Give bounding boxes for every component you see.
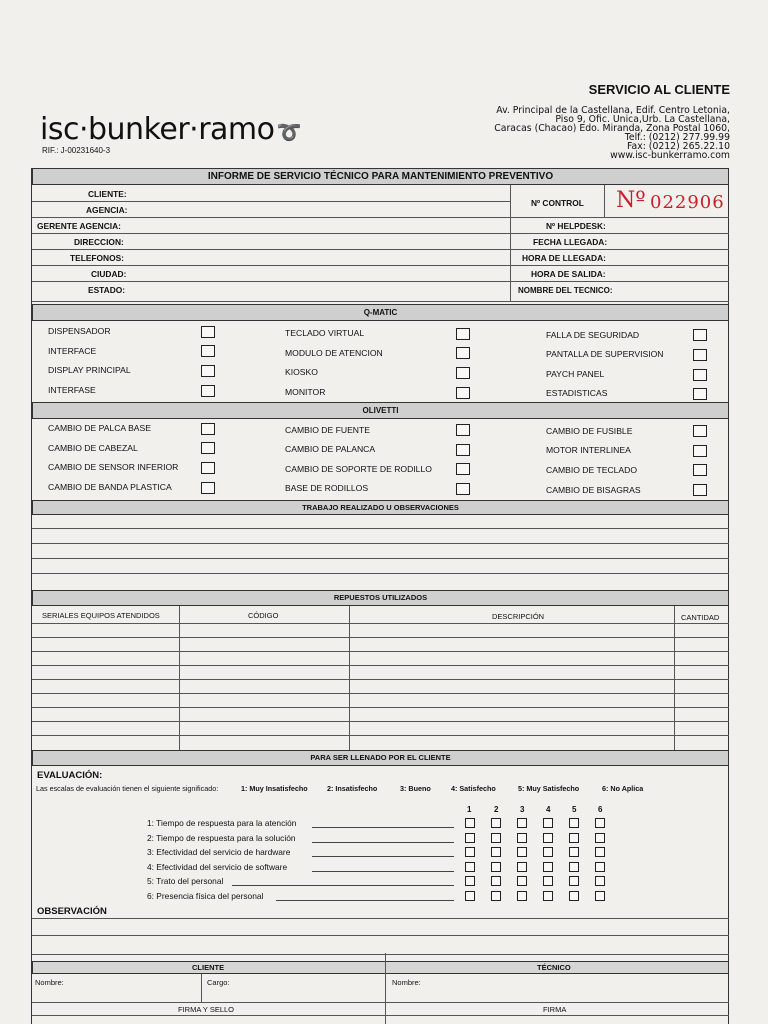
scale-number: 3 — [520, 805, 525, 814]
row-line — [32, 201, 510, 202]
work-line[interactable] — [32, 528, 729, 529]
row-line — [32, 217, 729, 218]
control-number-prefix: Nº — [616, 188, 646, 213]
scale-intro: Las escalas de evaluación tienen el siguiente significado: — [36, 784, 219, 793]
answer-line — [312, 827, 454, 828]
rating-checkbox-5[interactable] — [569, 818, 579, 828]
rating-checkbox-6[interactable] — [595, 891, 605, 901]
olivetti-item: CAMBIO DE BISAGRAS — [546, 485, 641, 495]
olivetti-checkbox[interactable] — [693, 484, 707, 496]
qmatic-item: PANTALLA DE SUPERVISION — [546, 349, 664, 359]
qmatic-item: KIOSKO — [285, 367, 318, 377]
work-line[interactable] — [32, 573, 729, 574]
scale-item: 1: Muy Insatisfecho — [241, 784, 308, 793]
rating-checkbox-2[interactable] — [491, 833, 501, 843]
divider — [201, 974, 202, 1002]
answer-line — [276, 900, 454, 901]
scale-item: 6: No Aplica — [602, 784, 644, 793]
address-line: Av. Principal de la Castellana, Edif. Centro Letonia, — [496, 105, 730, 116]
rating-checkbox-5[interactable] — [569, 862, 579, 872]
olivetti-title: OLIVETTI — [32, 402, 729, 419]
olivetti-item: CAMBIO DE FUENTE — [285, 425, 370, 435]
table-row — [32, 721, 729, 722]
evaluation-question: 1: Tiempo de respuesta para la atención — [147, 818, 297, 828]
field-hora-llegada: HORA DE LLEGADA: — [522, 253, 606, 263]
parts-title: REPUESTOS UTILIZADOS — [32, 590, 729, 606]
olivetti-checkbox[interactable] — [456, 444, 470, 456]
qmatic-checkbox[interactable] — [693, 369, 707, 381]
rating-checkbox-3[interactable] — [517, 818, 527, 828]
qmatic-checkbox[interactable] — [693, 329, 707, 341]
rating-checkbox-4[interactable] — [543, 818, 553, 828]
rating-checkbox-1[interactable] — [465, 818, 475, 828]
table-row — [32, 679, 729, 680]
olivetti-checkbox[interactable] — [693, 464, 707, 476]
rating-checkbox-3[interactable] — [517, 833, 527, 843]
olivetti-item: CAMBIO DE SENSOR INFERIOR — [48, 462, 179, 472]
answer-line — [232, 885, 454, 886]
company-address — [494, 106, 730, 160]
rating-checkbox-4[interactable] — [543, 833, 553, 843]
rating-checkbox-6[interactable] — [595, 862, 605, 872]
qmatic-checkbox[interactable] — [456, 328, 470, 340]
evaluation-question: 2: Tiempo de respuesta para la solución — [147, 832, 296, 843]
rating-checkbox-2[interactable] — [491, 818, 501, 828]
rating-checkbox-4[interactable] — [543, 876, 553, 886]
row-line — [32, 233, 729, 234]
qmatic-item: ESTADISTICAS — [546, 388, 608, 398]
divider — [385, 953, 386, 1024]
olivetti-checkbox[interactable] — [456, 424, 470, 436]
client-cargo-label: Cargo: — [207, 978, 230, 987]
rating-checkbox-6[interactable] — [595, 847, 605, 857]
field-telefonos: TELEFONOS: — [70, 253, 124, 263]
rating-checkbox-2[interactable] — [491, 891, 501, 901]
observation-label: OBSERVACIÓN — [37, 906, 107, 917]
address-line: Fax: (0212) 265.22.10 — [627, 141, 730, 152]
scale-item: 2: Insatisfecho — [327, 784, 378, 793]
rating-checkbox-4[interactable] — [543, 862, 553, 872]
evaluation-question: 5: Trato del personal — [147, 876, 224, 887]
qmatic-checkbox[interactable] — [201, 385, 215, 397]
report-title: INFORME DE SERVICIO TÉCNICO PARA MANTENIMIENTO PREVENTIVO — [32, 168, 729, 185]
qmatic-item: INTERFASE — [48, 385, 96, 395]
rating-checkbox-6[interactable] — [595, 876, 605, 886]
qmatic-item: MONITOR — [285, 387, 326, 397]
olivetti-item: MOTOR INTERLINEA — [546, 445, 631, 455]
qmatic-item: INTERFACE — [48, 346, 97, 356]
tech-sign-label: FIRMA — [543, 1005, 567, 1014]
rating-checkbox-4[interactable] — [543, 891, 553, 901]
divider — [349, 606, 350, 750]
work-title: TRABAJO REALIZADO U OBSERVACIONES — [32, 500, 729, 515]
table-row — [32, 665, 729, 666]
olivetti-item: CAMBIO DE TECLADO — [546, 465, 638, 475]
rating-checkbox-2[interactable] — [491, 862, 501, 872]
swoosh-icon: ➰ — [276, 120, 301, 144]
scale-item: 4: Satisfecho — [451, 784, 496, 793]
divider — [604, 185, 605, 218]
rating-checkbox-5[interactable] — [569, 833, 579, 843]
divider — [179, 606, 180, 750]
answer-line — [312, 871, 454, 872]
table-row — [32, 637, 729, 638]
rating-checkbox-1[interactable] — [465, 847, 475, 857]
rating-checkbox-1[interactable] — [465, 891, 475, 901]
rating-checkbox-3[interactable] — [517, 862, 527, 872]
qmatic-checkbox[interactable] — [693, 349, 707, 361]
tech-signature-title: TÉCNICO — [537, 963, 571, 972]
address-line: www.isc-bunkerramo.com — [610, 150, 730, 161]
observation-line[interactable] — [32, 918, 729, 919]
control-number: 022906 — [650, 192, 725, 213]
scale-number: 5 — [572, 805, 577, 814]
olivetti-item: CAMBIO DE CABEZAL — [48, 443, 138, 453]
row-line — [32, 249, 729, 250]
address-line: Piso 9, Ofic. Unica,Urb. La Castellana, — [555, 114, 730, 125]
parts-header: SERIALES EQUIPOS ATENDIDOS — [42, 611, 160, 620]
olivetti-item: CAMBIO DE SOPORTE DE RODILLO — [285, 464, 432, 474]
control-label: Nº CONTROL — [531, 198, 584, 208]
client-sign-label: FIRMA Y SELLO — [178, 1005, 234, 1014]
observation-line[interactable] — [32, 954, 729, 955]
qmatic-item: MODULO DE ATENCION — [285, 348, 383, 358]
field-estado: ESTADO: — [88, 285, 126, 295]
scale-item: 5: Muy Satisfecho — [518, 784, 580, 793]
signature-line — [32, 1002, 729, 1003]
olivetti-checkbox[interactable] — [201, 442, 215, 454]
service-title: SERVICIO AL CLIENTE — [588, 82, 730, 97]
qmatic-checkbox[interactable] — [456, 367, 470, 379]
brand-name: isc·bunker·ramo — [40, 112, 275, 147]
olivetti-checkbox[interactable] — [201, 482, 215, 494]
rating-checkbox-5[interactable] — [569, 876, 579, 886]
qmatic-checkbox[interactable] — [693, 388, 707, 400]
field-ciudad: CIUDAD: — [91, 269, 127, 279]
rating-checkbox-2[interactable] — [491, 847, 501, 857]
rif-number: RIF.: J-00231640-3 — [42, 146, 111, 155]
address-line: Caracas (Chacao) Edo. Miranda, Zona Postal 1060, — [494, 123, 730, 134]
rating-checkbox-3[interactable] — [517, 891, 527, 901]
field-fecha-llegada: FECHA LLEGADA: — [533, 237, 608, 247]
olivetti-item: CAMBIO DE PALCA BASE — [48, 423, 151, 433]
olivetti-checkbox[interactable] — [693, 445, 707, 457]
row-line — [32, 301, 729, 302]
signature-line — [32, 1015, 729, 1016]
signature-header-band — [32, 961, 729, 974]
answer-line — [312, 842, 454, 843]
tech-name-label: Nombre: — [392, 978, 421, 987]
answer-line — [312, 856, 454, 857]
parts-header: DESCRIPCIÓN — [492, 612, 545, 621]
client-section-title: PARA SER LLENADO POR EL CLIENTE — [32, 750, 729, 766]
olivetti-item: BASE DE RODILLOS — [285, 483, 369, 493]
field-agencia: AGENCIA: — [86, 205, 128, 215]
rating-checkbox-4[interactable] — [543, 847, 553, 857]
rating-checkbox-3[interactable] — [517, 847, 527, 857]
scale-item: 3: Bueno — [400, 784, 431, 793]
qmatic-item: TECLADO VIRTUAL — [285, 328, 365, 338]
qmatic-item: DISPENSADOR — [48, 326, 111, 336]
company-logo — [40, 112, 301, 147]
olivetti-checkbox[interactable] — [456, 483, 470, 495]
table-row — [32, 707, 729, 708]
qmatic-checkbox[interactable] — [201, 365, 215, 377]
evaluation-question: 3: Efectividad del servicio de hardware — [147, 847, 291, 858]
evaluation-question: 4: Efectividad del servicio de software — [147, 861, 288, 872]
field-nombre-tecnico: NOMBRE DEL TECNICO: — [518, 286, 613, 295]
rating-checkbox-6[interactable] — [595, 818, 605, 828]
table-row — [32, 651, 729, 652]
olivetti-checkbox[interactable] — [456, 463, 470, 475]
olivetti-checkbox[interactable] — [201, 423, 215, 435]
scale-number: 1 — [467, 805, 472, 814]
qmatic-checkbox[interactable] — [456, 387, 470, 399]
work-line[interactable] — [32, 558, 729, 559]
field-hora-salida: HORA DE SALIDA: — [531, 269, 606, 279]
qmatic-checkbox[interactable] — [456, 347, 470, 359]
rating-checkbox-1[interactable] — [465, 833, 475, 843]
olivetti-item: CAMBIO DE FUSIBLE — [546, 426, 633, 436]
work-line[interactable] — [32, 543, 729, 544]
qmatic-item: DISPLAY PRINCIPAL — [48, 365, 131, 375]
rating-checkbox-6[interactable] — [595, 833, 605, 843]
olivetti-checkbox[interactable] — [201, 462, 215, 474]
scale-number: 6 — [598, 805, 603, 814]
parts-header: CANTIDAD — [681, 613, 720, 622]
field-cliente: CLIENTE: — [88, 189, 127, 199]
rating-checkbox-3[interactable] — [517, 876, 527, 886]
field-direccion: DIRECCION: — [74, 237, 124, 247]
qmatic-item: FALLA DE SEGURIDAD — [546, 330, 640, 340]
rating-checkbox-5[interactable] — [569, 847, 579, 857]
olivetti-item: CAMBIO DE PALANCA — [285, 444, 376, 454]
rating-checkbox-1[interactable] — [465, 862, 475, 872]
qmatic-title: Q-MATIC — [32, 304, 729, 321]
qmatic-checkbox[interactable] — [201, 345, 215, 357]
table-row — [32, 735, 729, 736]
evaluation-label: EVALUACIÓN: — [37, 770, 103, 781]
evaluation-question: 6: Presencia física del personal — [147, 891, 264, 901]
table-row — [32, 623, 729, 624]
client-signature-title: CLIENTE — [192, 963, 225, 972]
table-row — [32, 693, 729, 694]
divider — [674, 606, 675, 750]
address-line: Telf.: (0212) 277.99.99 — [624, 132, 730, 143]
olivetti-item: CAMBIO DE BANDA PLASTICA — [48, 482, 172, 492]
rating-checkbox-5[interactable] — [569, 891, 579, 901]
rating-checkbox-1[interactable] — [465, 876, 475, 886]
qmatic-item: PAYCH PANEL — [546, 369, 605, 379]
row-line — [32, 281, 729, 282]
scale-number: 2 — [494, 805, 499, 814]
divider — [510, 185, 511, 302]
field-gerente: GERENTE AGENCIA: — [37, 221, 121, 231]
scale-number: 4 — [546, 805, 551, 814]
field-helpdesk: Nº HELPDESK: — [546, 221, 606, 231]
qmatic-checkbox[interactable] — [201, 326, 215, 338]
rating-checkbox-2[interactable] — [491, 876, 501, 886]
observation-line[interactable] — [32, 935, 729, 936]
olivetti-checkbox[interactable] — [693, 425, 707, 437]
parts-header: CÓDIGO — [248, 611, 279, 620]
client-name-label: Nombre: — [35, 978, 64, 987]
row-line — [32, 265, 729, 266]
